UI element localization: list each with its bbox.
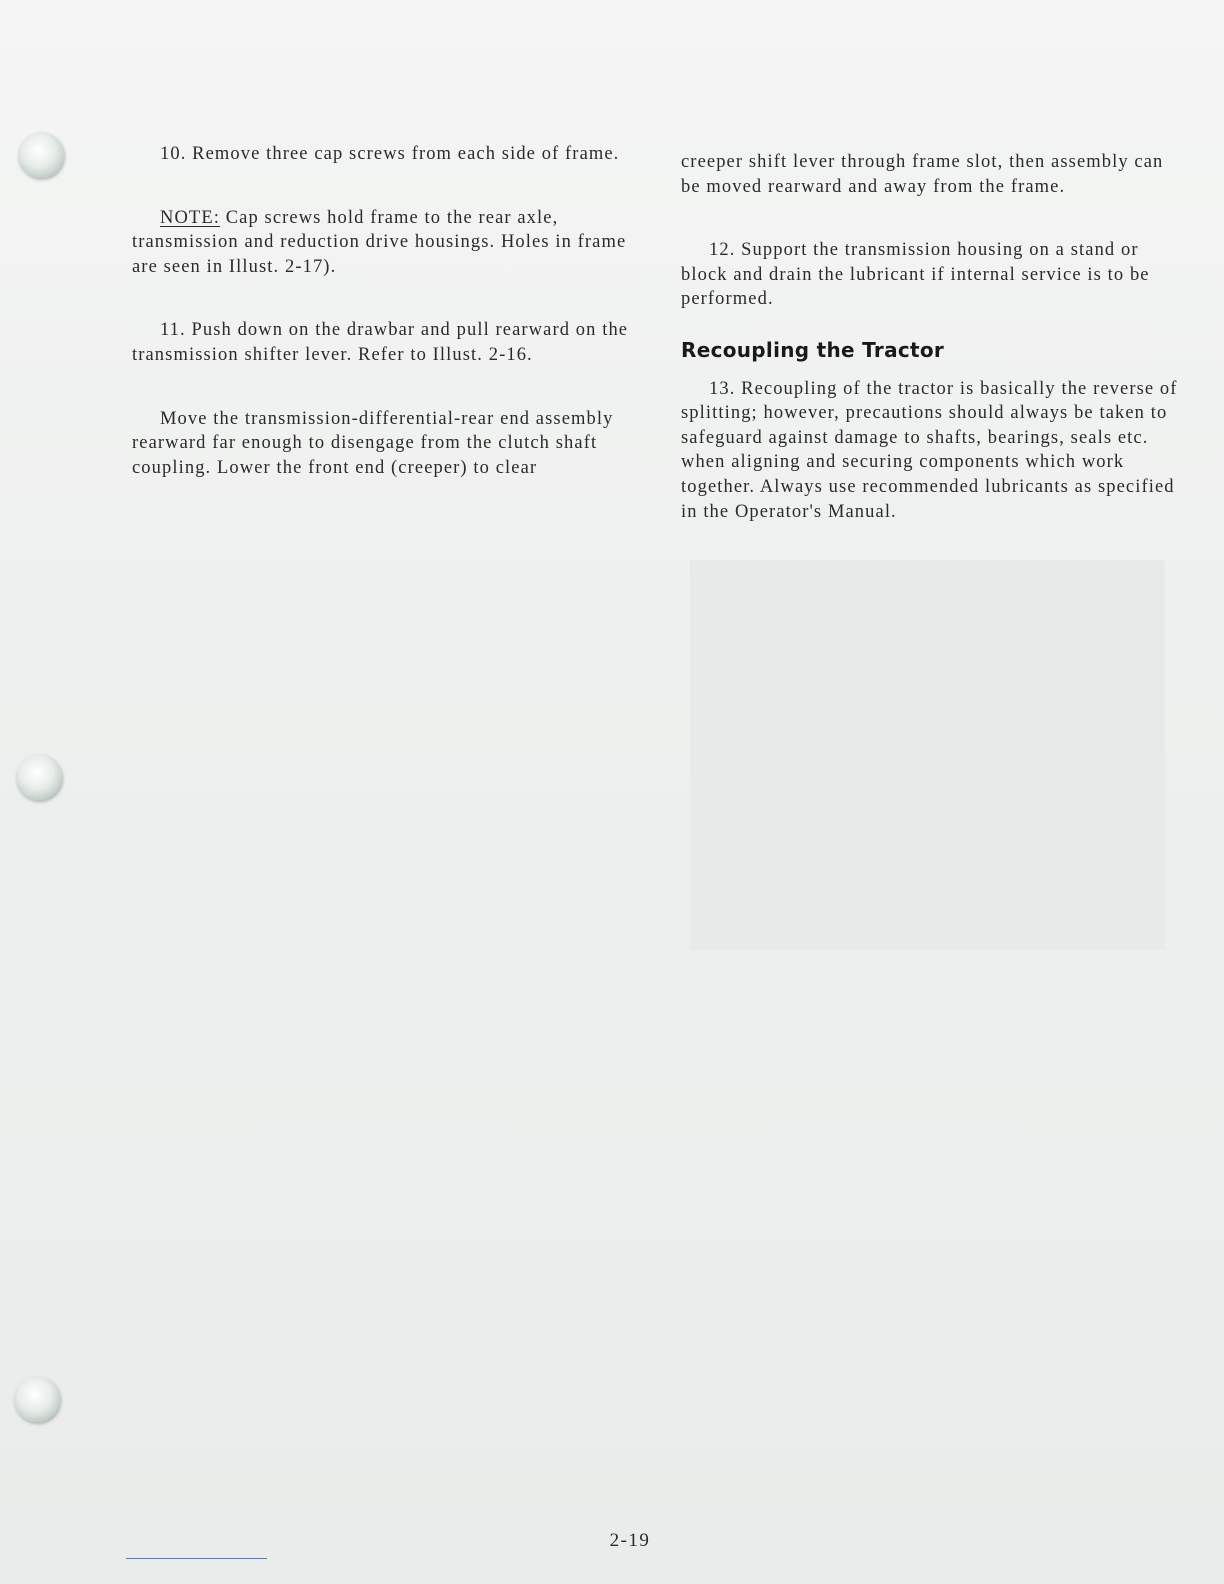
left-column <box>132 142 632 480</box>
page-number: 2-19 <box>609 1530 651 1551</box>
note-paragraph <box>132 206 632 280</box>
continued-paragraph: creeper shift lever through frame slot, then assembly can be moved rearward and away from the frame. <box>681 152 1164 197</box>
step-10: 10. Remove three cap screws from each side of frame. <box>160 144 620 164</box>
step-12: 12. Support the transmission housing on a stand or block and drain the lubricant if internal service is to be performed. <box>681 240 1150 310</box>
bleed-through-shading <box>690 560 1165 950</box>
right-column <box>681 150 1181 524</box>
note-text: Cap screws hold frame to the rear axle, transmission and reduction drive housings. Holes in frame are seen in Illust. 2-17). <box>132 207 627 277</box>
move-assembly-paragraph: Move the transmission-differential-rear end assembly rearward far enough to disengage from the clutch shaft coupling. Lower the front end (creeper) to clear <box>132 408 614 478</box>
note-label: NOTE: <box>160 207 220 228</box>
step-13: 13. Recoupling of the tractor is basically the reverse of splitting; however, precautions should always be taken to safeguard against damage to shafts, bearings, seals etc. when aligning and securing components which work together. Always use recommended lubricants as specified in the Operator's Manual. <box>681 378 1178 522</box>
punch-hole-middle <box>16 754 62 800</box>
punch-hole-bottom <box>14 1376 60 1422</box>
step-11: 11. Push down on the drawbar and pull rearward on the transmission shifter lever. Refer to Illust. 2-16. <box>132 320 629 365</box>
punch-hole-top <box>18 132 64 178</box>
section-heading: Recoupling the Tractor <box>681 337 945 362</box>
footer-rule <box>126 1558 267 1559</box>
